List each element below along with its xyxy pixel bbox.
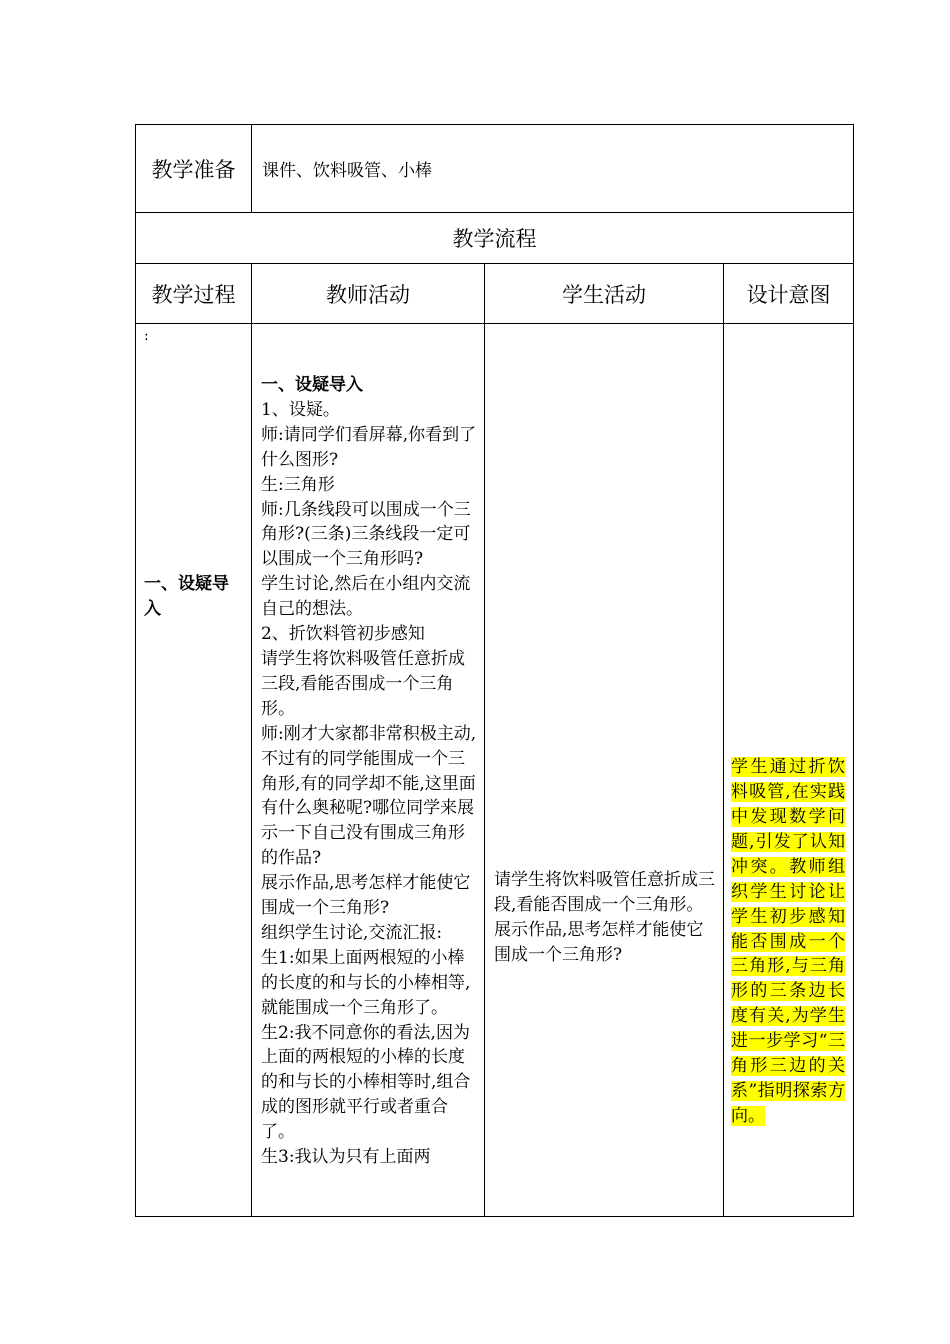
process-cell [136,324,252,1217]
header-process: 教学过程 [136,264,252,324]
header-row [136,264,854,324]
process-label: 一、设疑导入 [144,574,229,619]
design-intent-cell [724,324,854,1217]
teacher-line: 2、折饮料管初步感知 [261,624,425,645]
teacher-line: 师:几条线段可以围成一个三角形?(三条)三条线段一定可以围成一个三角形吗? [261,499,471,570]
student-activity-text: 请学生将饮料吸管任意折成三段,看能否围成一个三角形。展示作品,思考怎样才能使它围成一个三角形? [494,869,715,965]
teacher-activity-cell [252,324,485,1217]
teacher-line: 组织学生讨论,交流汇报: [261,922,443,943]
teacher-line: 师:请同学们看屏幕,你看到了什么图形? [261,424,477,470]
body-row [136,324,854,1217]
header-student: 学生活动 [485,264,724,324]
header-teacher: 教师活动 [252,264,485,324]
student-activity-cell [485,324,724,1217]
teacher-line: 师:刚才大家都非常积极主动,不过有的同学能围成一个三角形,有的同学却不能,这里面有什么奥秘呢?哪位同学来展示一下自己没有围成三角形的作品? [261,723,477,869]
teacher-line: 生:三角形 [261,474,335,495]
lesson-plan-table [135,124,854,1217]
prep-label: 教学准备 [136,125,252,213]
teacher-line: 展示作品,思考怎样才能使它围成一个三角形? [261,873,471,919]
prep-value: 课件、饮料吸管、小棒 [252,125,854,213]
design-intent-text: 学生通过折饮料吸管,在实践中发现数学问题,引发了认知冲突。教师组织学生讨论让学生初步感知能否围成一个三角形,与三角形的三条边长度有关,为学生进一步学习“三角形三边的关系”指明探索方向。 [731,757,846,1126]
teacher-line: 生3:我认为只有上面两 [261,1147,431,1168]
process-colon: : [144,328,149,344]
header-intent: 设计意图 [724,264,854,324]
teacher-line: 生1:如果上面两根短的小棒的长度的和与长的小棒相等,就能围成一个三角形了。 [261,947,471,1018]
teacher-line: 生2:我不同意你的看法,因为上面的两根短的小棒的长度的和与长的小棒相等时,组合成的图形就平行或者重合了。 [261,1022,471,1143]
teacher-line: 1、设疑。 [261,399,340,420]
prep-row [136,125,854,213]
teacher-line: 学生讨论,然后在小组内交流自己的想法。 [261,574,471,620]
flow-row [136,213,854,264]
teacher-section-heading: 一、设疑导入 [261,375,363,395]
flow-title: 教学流程 [136,213,854,264]
teacher-line: 请学生将饮料吸管任意折成三段,看能否围成一个三角形。 [261,648,465,719]
